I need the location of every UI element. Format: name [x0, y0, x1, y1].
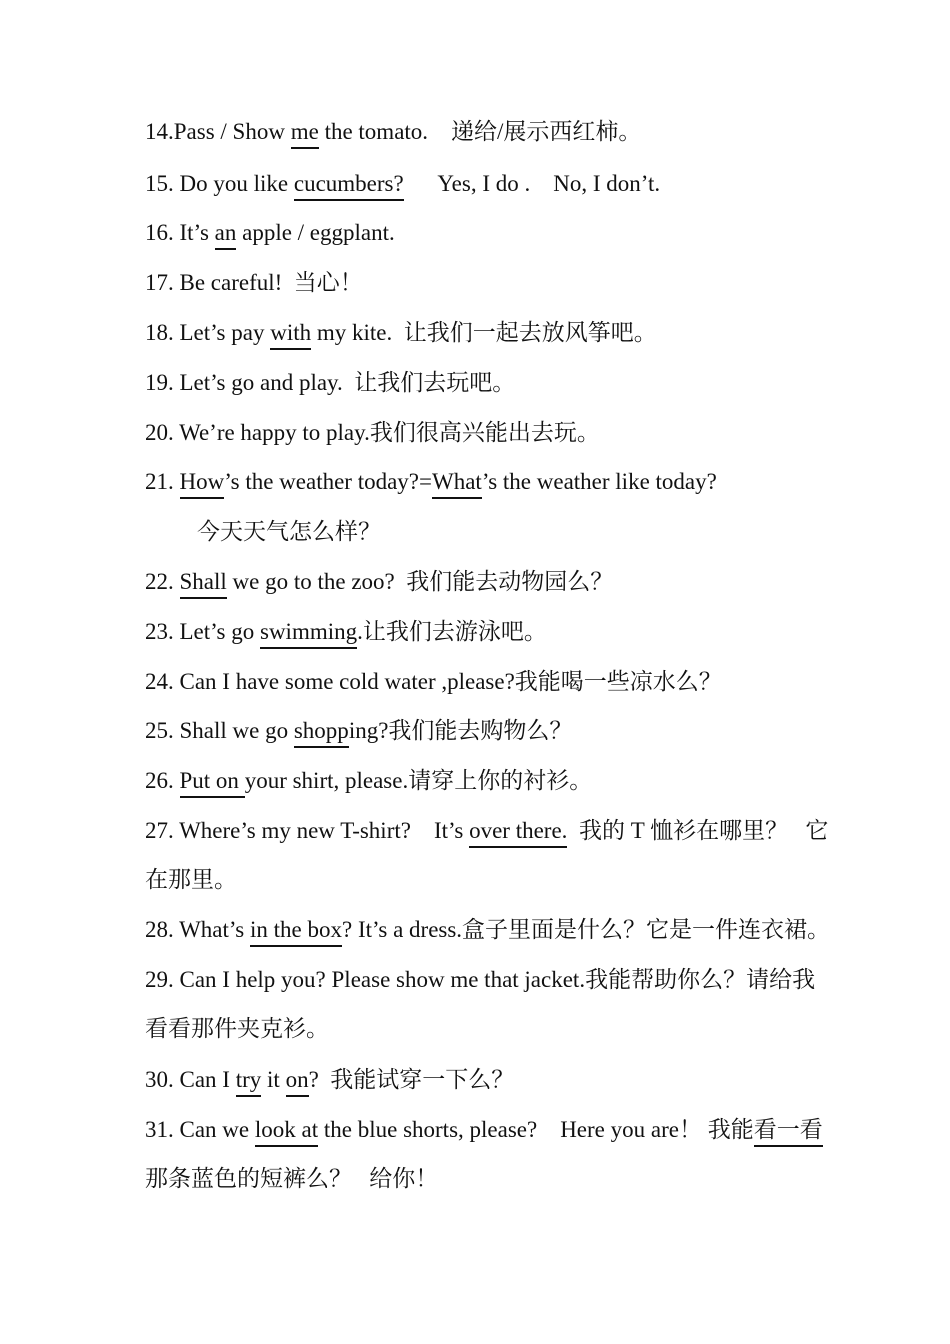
sentence-23	[145, 617, 547, 647]
sentence-text: 21.	[145, 469, 180, 494]
sentence-text: we go to the zoo? 我们能去动物园么？	[226, 569, 614, 594]
sentence-24	[145, 667, 722, 697]
sentence-text: 29. Can I help you? Please show me that jacket.我能帮助你么？请给我	[145, 967, 816, 992]
sentence-29-continued	[145, 1014, 329, 1044]
underlined-text: on	[285, 1067, 309, 1092]
sentence-text: 今天天气怎么样？	[197, 519, 381, 544]
sentence-text: ? It’s a dress.盒子里面是什么？它是一件连衣裙。	[341, 917, 831, 942]
sentence-17	[145, 268, 363, 298]
sentence-text: 我的 T 恤衫在哪里？ 它	[567, 818, 829, 843]
sentence-text: my kite. 让我们一起去放风筝吧。	[311, 320, 657, 345]
sentence-31-continued	[145, 1164, 438, 1194]
sentence-text: your shirt, please.请穿上你的衬衫。	[244, 768, 593, 793]
sentence-25	[145, 716, 572, 746]
underlined-text: What	[432, 469, 482, 494]
sentence-27	[145, 816, 828, 846]
underlined-text: cucumbers?	[293, 171, 404, 196]
underlined-text: in the box	[249, 917, 342, 942]
sentence-text: apple / eggplant.	[236, 220, 395, 245]
sentence-text: it	[261, 1067, 286, 1092]
sentence-18	[145, 318, 657, 348]
sentence-text: 17. Be careful! 当心！	[145, 270, 363, 295]
sentence-text: 18. Let’s pay	[145, 320, 271, 345]
underlined-text: look at	[254, 1117, 319, 1142]
sentence-19	[145, 368, 515, 398]
sentence-text: 25. Shall we go	[145, 718, 294, 743]
sentence-28	[145, 915, 830, 945]
underlined-text: Put on	[179, 768, 245, 793]
underlined-text: an	[214, 220, 237, 245]
sentence-text: 26.	[145, 768, 180, 793]
sentence-text: .让我们去游泳吧。	[357, 619, 547, 644]
sentence-21-translation	[197, 517, 381, 547]
underlined-text: me	[290, 119, 319, 144]
sentence-21	[145, 467, 717, 497]
sentence-30	[145, 1065, 514, 1095]
sentence-text: Yes, I do . No, I don’t.	[403, 171, 661, 196]
sentence-text: 在那里。	[145, 867, 237, 892]
sentence-26	[145, 766, 592, 796]
underlined-text: How	[179, 469, 225, 494]
sentence-text: 16. It’s	[145, 220, 215, 245]
sentence-31	[145, 1115, 823, 1145]
sentence-text: ’s the weather like today?	[481, 469, 717, 494]
sentence-20	[145, 418, 600, 448]
sentence-text: 27. Where’s my new T-shirt? It’s	[145, 818, 470, 843]
sentence-text: 31. Can we	[145, 1117, 255, 1142]
sentence-text: the blue shorts, please? Here you are！ 我能	[318, 1117, 754, 1142]
underlined-text: with	[270, 320, 312, 345]
sentence-14	[145, 117, 641, 147]
sentence-16	[145, 218, 395, 248]
sentence-text: 24. Can I have some cold water ,please?我能喝一些凉水么？	[145, 669, 722, 694]
sentence-29	[145, 965, 815, 995]
sentence-text: 30. Can I	[145, 1067, 236, 1092]
sentence-27-continued	[145, 865, 237, 895]
sentence-text: 15. Do you like	[145, 171, 294, 196]
sentence-text: 看看那件夹克衫。	[145, 1016, 329, 1041]
underlined-text: swimming	[260, 619, 358, 644]
sentence-text: ? 我能试穿一下么？	[308, 1067, 515, 1092]
sentence-text: ’s the weather today?=	[224, 469, 432, 494]
sentence-text: ing?我们能去购物么？	[348, 718, 573, 743]
sentence-text: 20. We’re happy to play.我们很高兴能出去玩。	[145, 420, 600, 445]
underlined-text: over there.	[469, 818, 568, 843]
sentence-text: 28. What’s	[145, 917, 250, 942]
sentence-text: 22.	[145, 569, 180, 594]
sentence-22	[145, 567, 613, 597]
underlined-text: try	[235, 1067, 262, 1092]
sentence-text: 19. Let’s go and play. 让我们去玩吧。	[145, 370, 516, 395]
sentence-text: 23. Let’s go	[145, 619, 260, 644]
sentence-text: 14.Pass / Show	[145, 119, 291, 144]
underlined-text: shopp	[293, 718, 349, 743]
sentence-text: 那条蓝色的短裤么？ 给你！	[145, 1166, 439, 1191]
underlined-text: 看一看	[753, 1117, 823, 1142]
sentence-15	[145, 169, 660, 199]
sentence-text: the tomato. 递给/展示西红柿。	[318, 119, 642, 144]
underlined-text: Shall	[179, 569, 227, 594]
